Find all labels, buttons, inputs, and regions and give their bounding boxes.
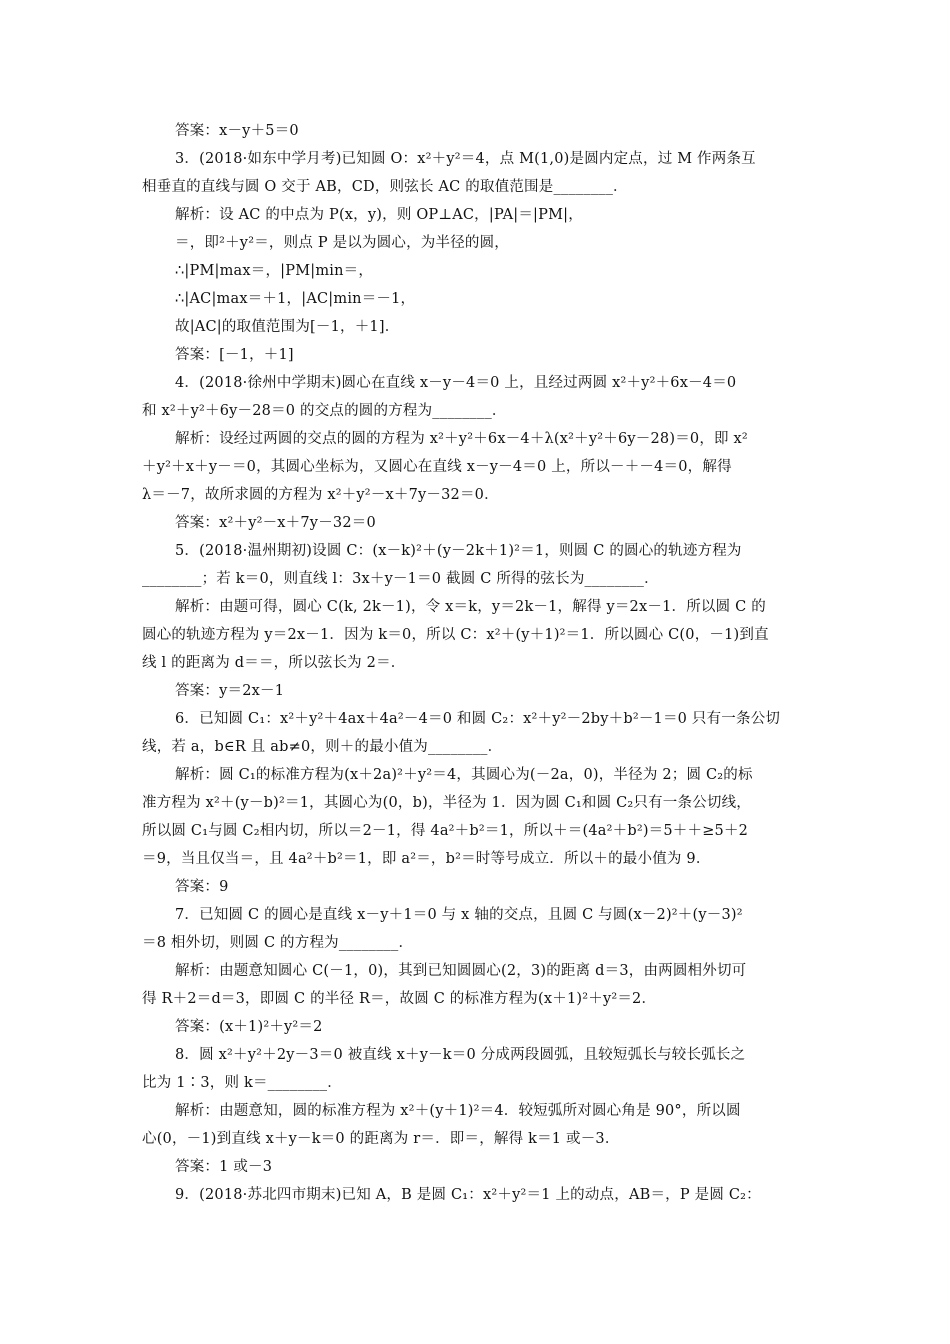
text-line: 解析：由题意知，圆的标准方程为 x²＋(y＋1)²＝4．较短弧所对圆心角是 90°，所以圆 bbox=[175, 1103, 741, 1119]
text-line: 故|AC|的取值范围为[－1，＋1]． bbox=[175, 319, 400, 335]
text-line: ∴|AC|max＝＋1，|AC|min＝－1， bbox=[175, 291, 416, 307]
text-line: 线 l 的距离为 d＝＝，所以弦长为 2＝． bbox=[142, 655, 406, 671]
text-line: ∴|PM|max＝，|PM|min＝， bbox=[175, 263, 374, 279]
text-line: ________；若 k＝0，则直线 l：3x＋y－1＝0 截圆 C 所得的弦长为________． bbox=[142, 571, 659, 587]
text-line: 答案：(x＋1)²＋y²＝2 bbox=[175, 1019, 323, 1035]
text-line: 线，若 a，b∈R 且 ab≠0，则＋的最小值为________． bbox=[142, 739, 503, 755]
text-line: 6．已知圆 C₁：x²＋y²＋4ax＋4a²－4＝0 和圆 C₂：x²＋y²－2by＋b²－1＝0 只有一条公切 bbox=[175, 711, 781, 727]
text-line: 心(0，－1)到直线 x＋y－k＝0 的距离为 r＝．即＝，解得 k＝1 或－3． bbox=[142, 1131, 620, 1147]
text-line: 答案：y＝2x－1 bbox=[175, 683, 285, 699]
text-line: 所以圆 C₁与圆 C₂相内切，所以＝2－1，得 4a²＋b²＝1，所以＋＝(4a²＋b²)＝5＋＋≥5＋2 bbox=[142, 823, 749, 839]
text-line: ＝，即²＋y²＝，则点 P 是以为圆心，为半径的圆， bbox=[175, 235, 509, 251]
text-line: 得 R＋2＝d＝3，即圆 C 的半径 R＝，故圆 C 的标准方程为(x＋1)²＋y²＝2． bbox=[142, 991, 657, 1007]
text-line: 相垂直的直线与圆 O 交于 AB，CD，则弦长 AC 的取值范围是________． bbox=[142, 179, 628, 195]
text-line: 解析：设经过两圆的交点的圆的方程为 x²＋y²＋6x－4＋λ(x²＋y²＋6y－28)＝0，即 x² bbox=[175, 431, 748, 447]
text-line: 解析：由题可得，圆心 C(k, 2k－1)，令 x＝k，y＝2k－1，解得 y＝2x－1．所以圆 C 的 bbox=[175, 599, 766, 615]
text-line: 9．(2018·苏北四市期末)已知 A，B 是圆 C₁：x²＋y²＝1 上的动点，AB＝，P 是圆 C₂： bbox=[175, 1187, 761, 1203]
text-line: ＋y²＋x＋y－＝0，其圆心坐标为，又圆心在直线 x－y－4＝0 上，所以－＋－4＝0，解得 bbox=[142, 459, 732, 475]
text-line: 圆心的轨迹方程为 y＝2x－1．因为 k＝0，所以 C：x²＋(y＋1)²＝1．所以圆心 C(0，－1)到直 bbox=[142, 627, 769, 643]
text-line: 答案：9 bbox=[175, 879, 229, 895]
text-line: 答案：[－1，＋1] bbox=[175, 347, 294, 363]
text-line: ＝9，当且仅当＝，且 4a²＋b²＝1，即 a²＝，b²＝时等号成立．所以＋的最小值为 9． bbox=[142, 851, 711, 867]
text-line: 和 x²＋y²＋6y－28＝0 的交点的圆的方程为________． bbox=[142, 403, 507, 419]
text-line: 3．(2018·如东中学月考)已知圆 O：x²＋y²＝4，点 M(1,0)是圆内定点，过 M 作两条互 bbox=[175, 151, 756, 167]
text-line: 5．(2018·温州期初)设圆 C：(x－k)²＋(y－2k＋1)²＝1，则圆 C 的圆心的轨迹方程为 bbox=[175, 543, 742, 559]
text-line: 7．已知圆 C 的圆心是直线 x－y＋1＝0 与 x 轴的交点，且圆 C 与圆(x－2)²＋(y－3)² bbox=[175, 907, 743, 923]
text-line: 答案：x－y＋5＝0 bbox=[175, 123, 299, 139]
text-line: λ＝－7，故所求圆的方程为 x²＋y²－x＋7y－32＝0． bbox=[142, 487, 499, 503]
text-line: 比为 1∶3，则 k＝________． bbox=[142, 1075, 342, 1091]
text-line: 准方程为 x²＋(y－b)²＝1，其圆心为(0，b)，半径为 1．因为圆 C₁和圆 C₂只有一条公切线， bbox=[142, 795, 752, 811]
document-body bbox=[142, 117, 808, 1209]
text-line: 答案：1 或－3 bbox=[175, 1159, 273, 1175]
text-line: 8．圆 x²＋y²＋2y－3＝0 被直线 x＋y－k＝0 分成两段圆弧，且较短弧长与较长弧长之 bbox=[175, 1047, 746, 1063]
text-line: 4．(2018·徐州中学期末)圆心在直线 x－y－4＝0 上，且经过两圆 x²＋y²＋6x－4＝0 bbox=[175, 375, 737, 391]
text-line: 解析：设 AC 的中点为 P(x，y)，则 OP⊥AC，|PA|＝|PM|， bbox=[175, 207, 583, 223]
text-line: 答案：x²＋y²－x＋7y－32＝0 bbox=[175, 515, 376, 531]
text-line: 解析：由题意知圆心 C(－1，0)，其到已知圆圆心(2，3)的距离 d＝3，由两圆相外切可 bbox=[175, 963, 747, 979]
text-line: ＝8 相外切，则圆 C 的方程为________． bbox=[142, 935, 414, 951]
text-line: 解析：圆 C₁的标准方程为(x＋2a)²＋y²＝4，其圆心为(－2a，0)，半径为 2；圆 C₂的标 bbox=[175, 767, 753, 783]
